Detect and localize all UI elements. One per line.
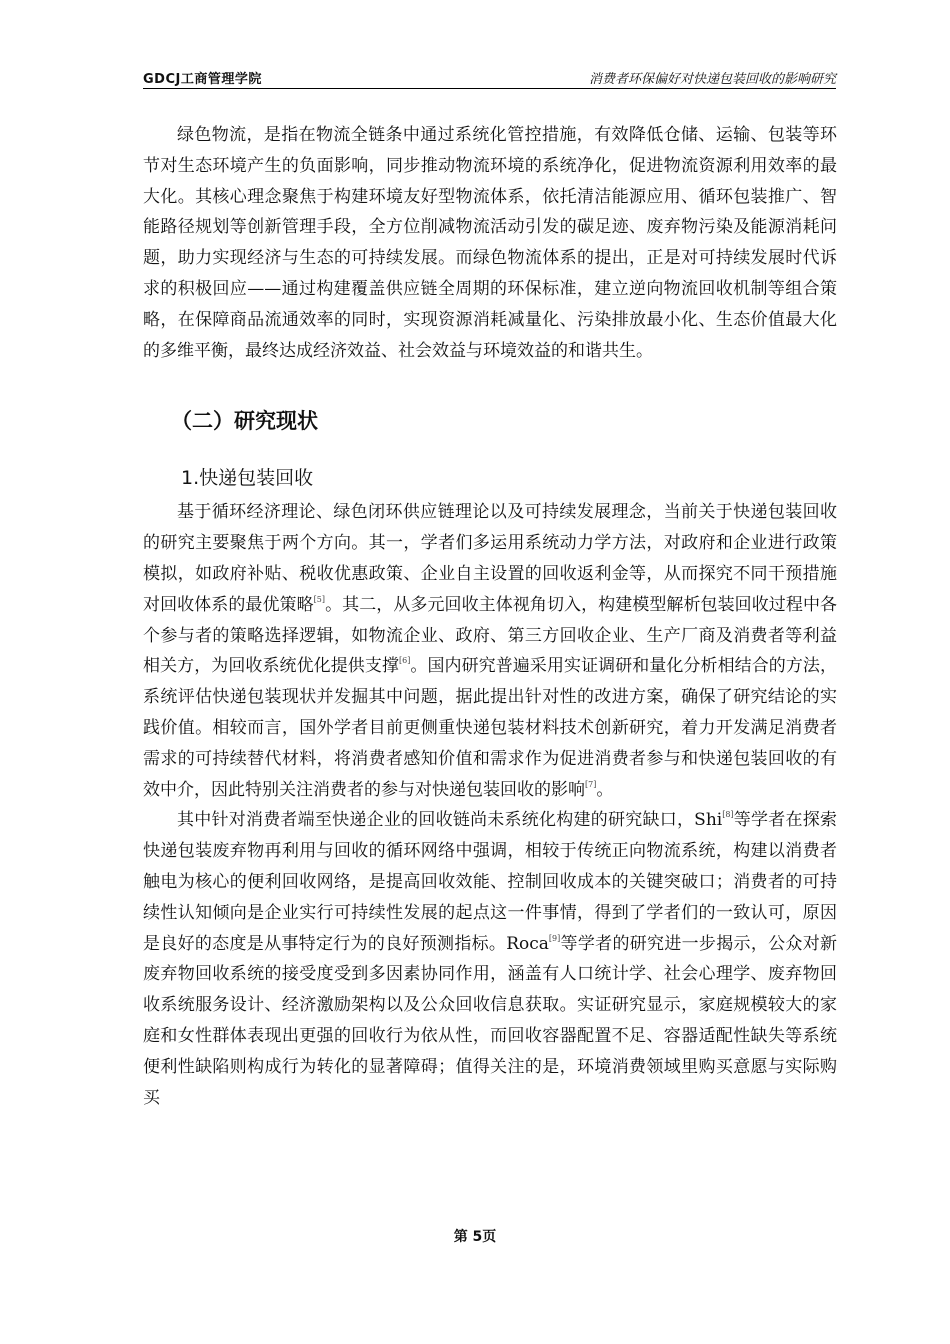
citation-ref-9: [9]: [548, 933, 561, 943]
subheading-express-packaging-recycling: 1.快递包装回收: [181, 467, 314, 490]
citation-ref-5: [5]: [313, 594, 326, 604]
page-number: 第 5页: [453, 1229, 497, 1245]
text-run: 等学者在探索快递包装废弃物再利用与回收的循环网络中强调，相较于传统正向物流系统，构建以消费者触电为核心的便利回收网络，是提高回收效能、控制回收成本的关键突破口；消费者的可持续性认知倾向是企业实行可持续性发展的起点这一件事情，得到了学者们的一致认可，原因是良好的态度是从事特定行为的良好预测指标。Roca: [143, 810, 837, 954]
page-content: [143, 120, 837, 1113]
citation-ref-6: [6]: [399, 656, 411, 666]
paragraph-research-directions: [143, 497, 837, 805]
citation-ref-8: [8]: [722, 810, 734, 820]
paragraph-consumer-recycling: [143, 805, 837, 1113]
text-run: 。: [596, 779, 614, 800]
text-run: 等学者的研究进一步揭示，公众对新废弃物回收系统的接受度受到多因素协同作用，涵盖有人口统计学、社会心理学、废弃物回收系统服务设计、经济激励架构以及公众回收信息获取。实证研究显示，家庭规模较大的家庭和女性群体表现出更强的回收行为依从性，而回收容器配置不足、容器适配性缺失等系统便利性缺陷则构成行为转化的显著障碍；值得关注的是，环境消费领域里购买意愿与实际购买: [143, 933, 838, 1108]
text-run: 。国内研究普遍采用实证调研和量化分析相结合的方法，系统评估快递包装现状并发掘其中问题，据此提出针对性的改进方案，确保了研究结论的实践价值。相较而言，国外学者目前更侧重快递包装材料技术创新研究，着力开发满足消费者需求的可持续替代材料，将消费者感知价值和需求作为促进消费者参与和快递包装回收的有效中介，因此特别关注消费者的参与对快递包装回收的影响: [143, 656, 838, 800]
header-institution: GDCJ工商管理学院: [143, 72, 262, 87]
citation-ref-7: [7]: [585, 779, 597, 789]
header-paper-title: 消费者环保偏好对快递包装回收的影响研究: [588, 72, 836, 87]
text-run: 。其二，从多元回收主体视角切入，构建模型解析包装回收过程中各个参与者的策略选择逻辑，如物流企业、政府、第三方回收企业、生产厂商及消费者等利益相关方，为回收系统优化提供支撑: [143, 594, 838, 677]
text-run: 其中针对消费者端至快递企业的回收链尚未系统化构建的研究缺口，Shi: [177, 810, 723, 831]
page-header: [143, 62, 836, 89]
section-heading-research-status: （二）研究现状: [171, 409, 318, 434]
text-run: 基于循环经济理论、绿色闭环供应链理论以及可持续发展理念，当前关于快递包装回收的研究主要聚焦于两个方向。其一，学者们多运用系统动力学方法，对政府和企业进行政策模拟，如政府补贴、税收优惠政策、企业自主设置的回收返利金等，从而探究不同干预措施对回收体系的最优策略: [143, 502, 837, 615]
paragraph-green-logistics: 绿色物流，是指在物流全链条中通过系统化管控措施，有效降低仓储、运输、包装等环节对生态环境产生的负面影响，同步推动物流环境的系统净化，促进物流资源利用效率的最大化。其核心理念聚焦于构建环境友好型物流体系，依托清洁能源应用、循环包装推广、智能路径规划等创新管理手段，全方位削减物流活动引发的碳足迹、废弃物污染及能源消耗问题，助力实现经济与生态的可持续发展。而绿色物流体系的提出，正是对可持续发展时代诉求的积极回应——通过构建覆盖供应链全周期的环保标准，建立逆向物流回收机制等组合策略，在保障商品流通效率的同时，实现资源消耗减量化、污染排放最小化、生态价值最大化的多维平衡，最终达成经济效益、社会效益与环境效益的和谐共生。: [143, 125, 837, 361]
